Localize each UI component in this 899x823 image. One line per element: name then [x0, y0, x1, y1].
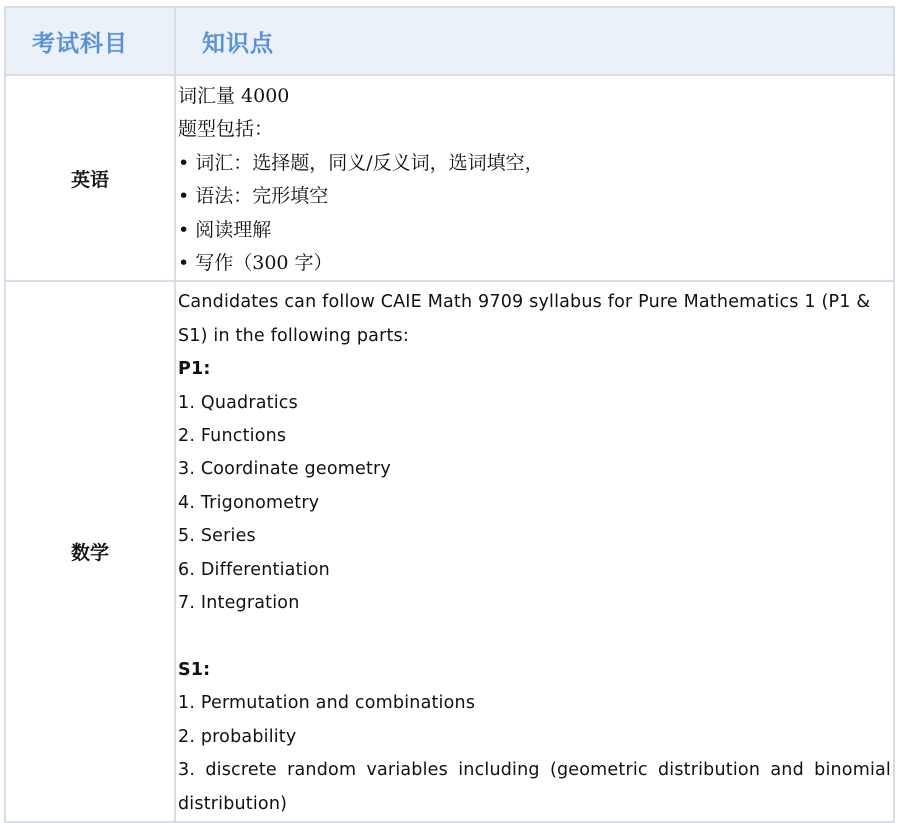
list-item: • 语法：完形填空 — [178, 185, 329, 208]
list-item: 4. Trigonometry — [178, 492, 320, 513]
list-item: 题型包括： — [178, 118, 274, 141]
subject-cell: 英语 — [5, 75, 175, 281]
list-item: 5. Series — [178, 526, 256, 547]
list-item: 词汇量 4000 — [178, 85, 290, 107]
list-item: 2. Functions — [178, 426, 287, 447]
list-item: • 阅读理解 — [178, 218, 272, 241]
table-row — [5, 75, 894, 281]
list-item: 1. Quadratics — [178, 392, 298, 413]
list-item: 3. discrete random variables including (geometric distribution and binomial distribution) — [178, 760, 891, 814]
table-header-row — [5, 7, 894, 75]
subject-cell: 数学 — [5, 281, 175, 821]
list-item: 1. Permutation and combinations — [178, 693, 476, 714]
section-heading-s1: S1: — [178, 659, 211, 680]
section-heading-p1: P1: — [178, 359, 211, 380]
list-item: • 词汇：选择题，同义/反义词，选词填空， — [178, 151, 544, 174]
header-knowledge-points: 知识点 — [175, 7, 894, 75]
list-item: • 写作（300 字） — [178, 252, 333, 275]
list-item: 2. probability — [178, 726, 297, 747]
knowledge-cell — [175, 75, 894, 281]
syllabus-table — [4, 6, 895, 823]
spacer — [178, 621, 891, 654]
list-item: 6. Differentiation — [178, 559, 330, 580]
knowledge-cell — [175, 281, 894, 821]
list-item: 7. Integration — [178, 593, 300, 614]
header-subject: 考试科目 — [5, 7, 175, 75]
table-row — [5, 281, 894, 821]
list-item: 3. Coordinate geometry — [178, 459, 391, 480]
intro-text: Candidates can follow CAIE Math 9709 syllabus for Pure Mathematics 1 (P1 & S1) in the following parts: — [178, 292, 871, 346]
